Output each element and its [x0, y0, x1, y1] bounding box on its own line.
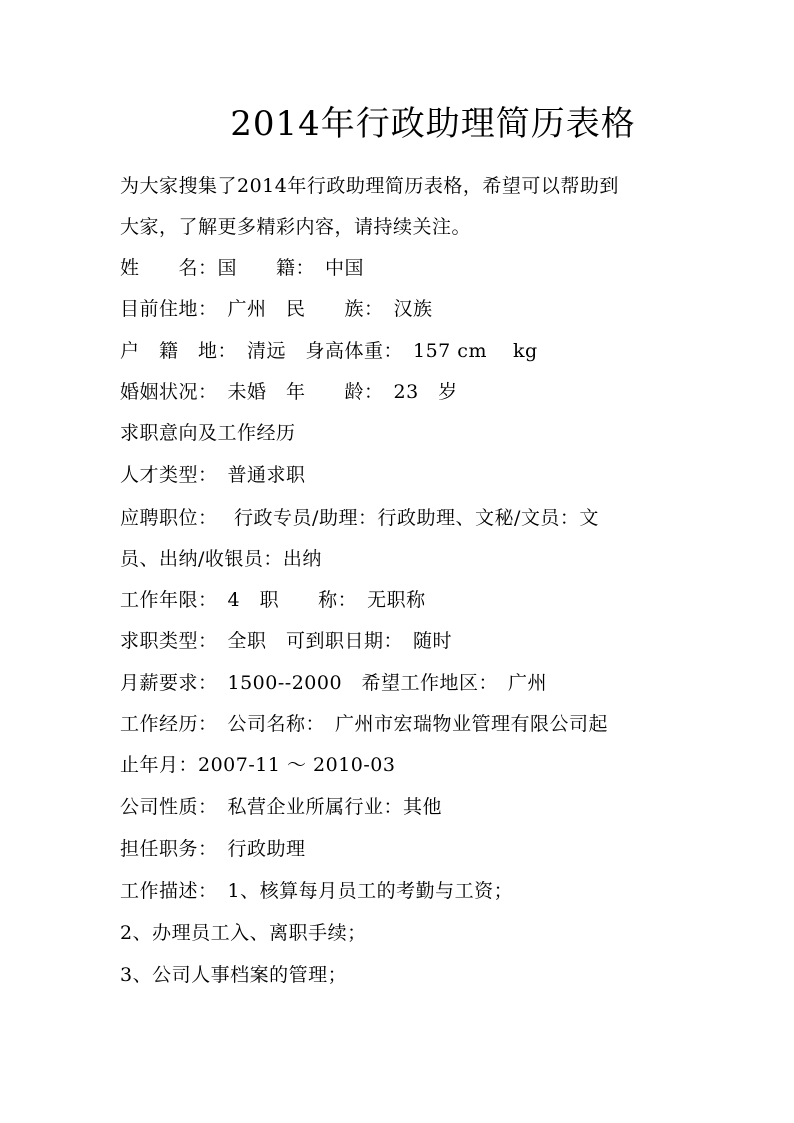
section-heading-job-intent: 求职意向及工作经历 [120, 422, 296, 444]
row-name-nationality: 姓 名：国 籍： 中国 [120, 257, 365, 279]
row-marital-age: 婚姻状况： 未婚 年 龄： 23 岁 [120, 381, 458, 403]
row-company-nature: 公司性质： 私营企业所属行业：其他 [120, 796, 443, 818]
row-talent-type: 人才类型： 普通求职 [120, 464, 306, 486]
row-duty-2: 2、办理员工入、离职手续； [120, 922, 367, 944]
row-experience-line-2: 止年月：2007-11 ～ 2010-03 [120, 754, 396, 776]
intro-line-1: 为大家搜集了2014年行政助理简历表格，希望可以帮助到 [120, 175, 619, 197]
row-experience-line-1: 工作经历： 公司名称： 广州市宏瑞物业管理有限公司起 [120, 713, 609, 735]
row-hometown-height: 户 籍 地： 清远 身高体重： 157 cm kg [120, 340, 538, 362]
row-position-line-2: 员、出纳/收银员：出纳 [120, 548, 322, 570]
row-job-type-start: 求职类型： 全职 可到职日期： 随时 [120, 630, 453, 652]
row-salary-location: 月薪要求： 1500--2000 希望工作地区： 广州 [120, 672, 548, 694]
row-position-held: 担任职务： 行政助理 [120, 838, 306, 860]
document-title-text: 2014年行政助理简历表格 [230, 104, 636, 144]
row-residence-ethnicity: 目前住地： 广州 民 族： 汉族 [120, 298, 433, 320]
row-duty-1: 工作描述： 1、核算每月员工的考勤与工资； [120, 880, 514, 902]
intro-line-2: 大家，了解更多精彩内容，请持续关注。 [120, 216, 472, 238]
document-title [0, 98, 794, 150]
row-years-title: 工作年限： 4 职 称： 无职称 [120, 589, 426, 611]
row-position-line-1: 应聘职位： 行政专员/助理：行政助理、文秘/文员：文 [120, 507, 599, 529]
row-duty-3: 3、公司人事档案的管理； [120, 964, 348, 986]
